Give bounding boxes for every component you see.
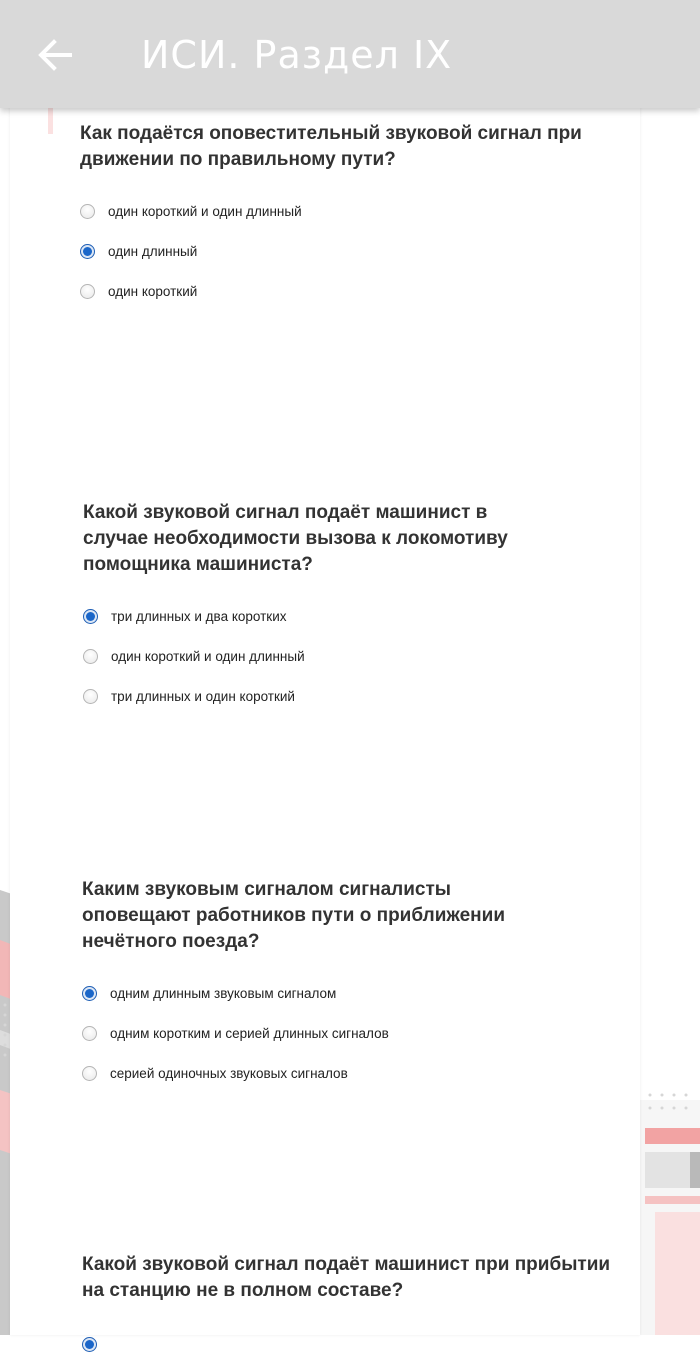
- question-text: Какой звуковой сигнал подаёт машинист в случае необходимости вызова к локомотиву помощника машиниста?: [83, 502, 508, 575]
- answer-option[interactable]: [80, 271, 620, 311]
- radio-button-selected[interactable]: [82, 1337, 97, 1352]
- answer-label: три длинных и два коротких: [111, 608, 287, 624]
- answer-label: одним длинным звуковым сигналом: [110, 985, 337, 1001]
- radio-button[interactable]: [82, 1026, 97, 1041]
- answer-option[interactable]: [82, 973, 552, 1013]
- answer-option[interactable]: [82, 1013, 552, 1053]
- answer-label: серией одиночных звуковых сигналов: [110, 1065, 348, 1081]
- radio-button[interactable]: [82, 1066, 97, 1081]
- answer-option[interactable]: [83, 596, 543, 636]
- answer-option[interactable]: [83, 636, 543, 676]
- answer-label: один короткий: [108, 283, 198, 299]
- page-title: ИСИ. Раздел IX: [141, 33, 453, 77]
- app-bar: [0, 0, 700, 108]
- question-text: Каким звуковым сигналом сигналисты оповещают работников пути о приближении нечётного поезда?: [82, 879, 506, 952]
- radio-button-selected[interactable]: [83, 609, 98, 624]
- answer-label: один короткий и один длинный: [111, 648, 305, 664]
- answer-option[interactable]: [80, 191, 620, 231]
- answer-option[interactable]: [82, 1322, 612, 1342]
- answer-option[interactable]: [82, 1053, 552, 1093]
- arrow-left-icon: [30, 30, 80, 80]
- question-2: [83, 500, 543, 716]
- question-3: [82, 877, 552, 1093]
- answer-label: один короткий и один длинный: [108, 203, 302, 219]
- question-text: Как подаётся оповестительный звуковой сигнал при движении по правильному пути?: [80, 123, 582, 170]
- card-accent-line: [48, 108, 53, 134]
- radio-button-selected[interactable]: [82, 986, 97, 1001]
- answer-option[interactable]: [83, 676, 543, 716]
- radio-button[interactable]: [83, 649, 98, 664]
- answer-label: один длинный: [108, 243, 198, 259]
- question-1: [80, 121, 620, 311]
- radio-button[interactable]: [80, 204, 95, 219]
- question-4: [82, 1252, 612, 1342]
- answer-label: одним коротким и серией длинных сигналов: [110, 1025, 389, 1041]
- question-text: Какой звуковой сигнал подаёт машинист при прибытии на станцию не в полном составе?: [82, 1254, 611, 1301]
- radio-button-selected[interactable]: [80, 244, 95, 259]
- radio-button[interactable]: [80, 284, 95, 299]
- decor-right-stripes: [640, 1100, 700, 1335]
- answer-option[interactable]: [80, 231, 620, 271]
- answer-label: три длинных и один короткий: [111, 688, 295, 704]
- back-button[interactable]: [30, 30, 80, 80]
- radio-button[interactable]: [83, 689, 98, 704]
